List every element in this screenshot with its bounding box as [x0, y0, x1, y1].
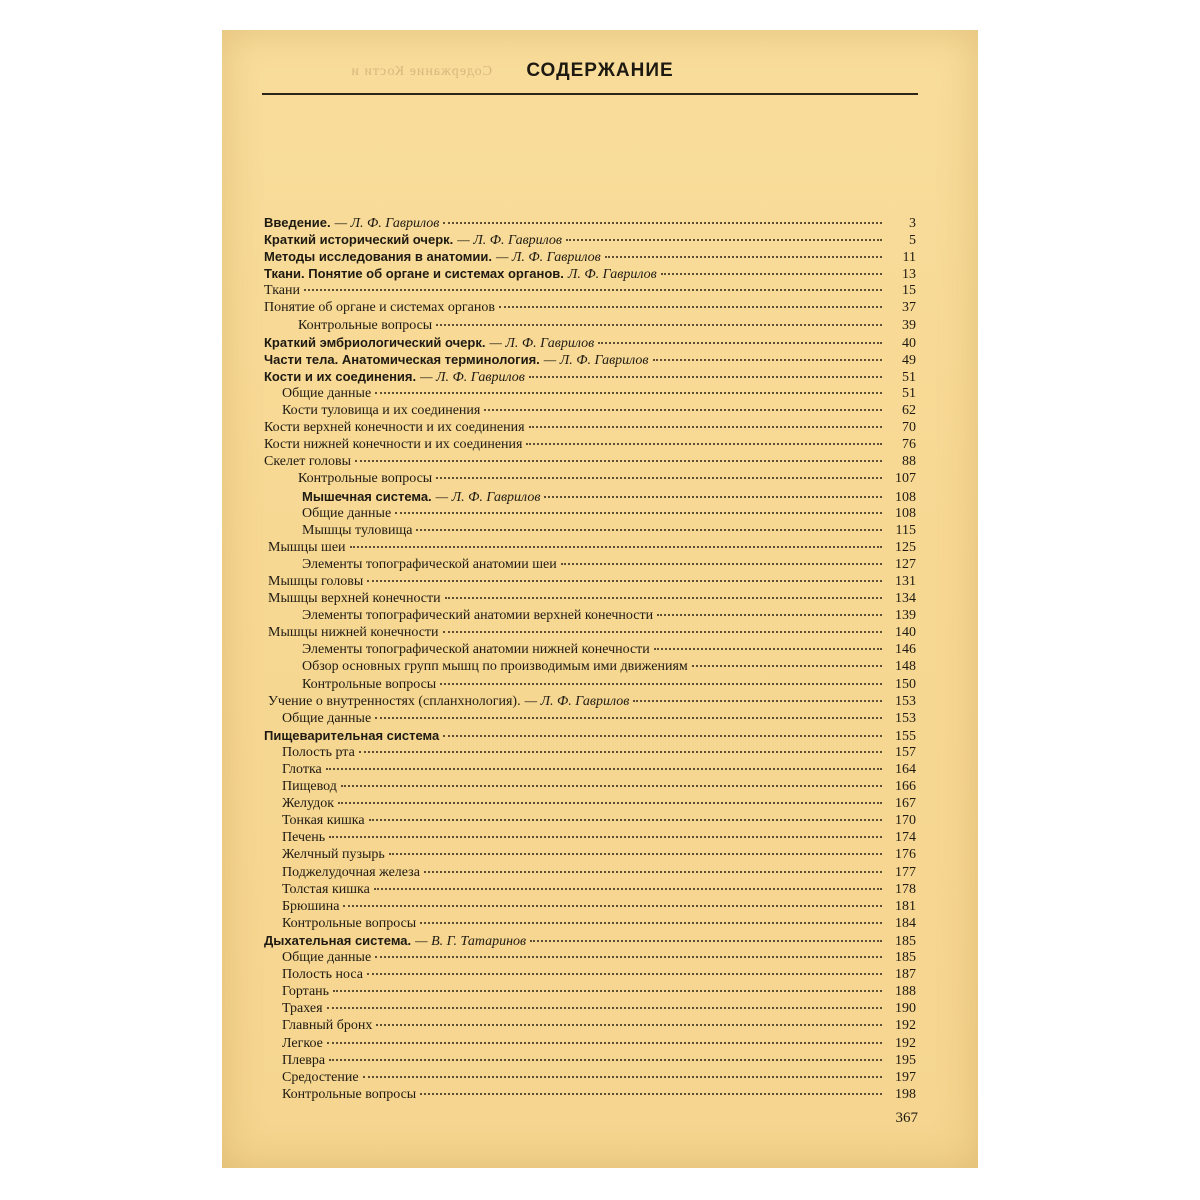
dot-leader [420, 918, 882, 924]
toc-entry-page: 155 [895, 728, 916, 744]
toc-entry-title-text: Ткани. Понятие об органе и системах органов. [264, 266, 564, 282]
toc-entry-page: 88 [902, 454, 916, 470]
toc-entry-page: 62 [902, 403, 916, 419]
toc-entry [264, 265, 916, 282]
toc-entry-page: 140 [895, 625, 916, 641]
toc-entry-title [282, 1069, 359, 1086]
dot-leader [329, 1055, 882, 1061]
toc-entry-title [264, 932, 526, 950]
toc-entry-title [302, 522, 412, 539]
toc-entry-title [302, 488, 540, 506]
toc-entry-title-text: Мышцы шеи [268, 539, 346, 555]
toc-entry [264, 1086, 916, 1103]
toc-entry-title-text: Тонкая кишка [282, 813, 365, 829]
toc-entry-title-text: Ткани [264, 283, 300, 299]
toc-entry-title [264, 351, 649, 369]
toc-entry-title-text: Скелет головы [264, 454, 352, 470]
dot-leader [369, 815, 882, 821]
table-of-contents [264, 214, 916, 1103]
toc-entry [264, 282, 916, 299]
toc-entry-author: — Л. Ф. Гаврилов [495, 250, 601, 266]
dot-leader [561, 559, 882, 565]
toc-entry-title-text: Плевра [282, 1052, 326, 1068]
toc-entry-author: — Л. Ф. Гаврилов [334, 216, 440, 231]
toc-entry [264, 881, 916, 898]
toc-entry-page: 178 [895, 881, 916, 897]
toc-entry-title [282, 846, 385, 863]
toc-entry [264, 727, 916, 744]
toc-entry [264, 898, 916, 915]
toc-entry-page: 39 [902, 317, 916, 333]
toc-entry-author: — В. Г. Татаринов [415, 933, 527, 949]
toc-entry-title [268, 573, 363, 590]
toc-entry-page: 198 [895, 1086, 916, 1102]
dot-leader [529, 422, 882, 428]
toc-entry-title [264, 231, 562, 249]
toc-entry-title-text: Части тела. Анатомическая терминология. [264, 351, 540, 367]
toc-entry-page: 197 [895, 1069, 916, 1085]
dot-leader [633, 696, 882, 702]
title-rule [262, 93, 918, 95]
toc-entry-page: 181 [895, 898, 916, 914]
dot-leader [440, 679, 882, 685]
dot-leader [526, 439, 882, 445]
toc-entry-title [264, 299, 495, 316]
toc-entry-page: 176 [895, 847, 916, 863]
toc-entry [264, 214, 916, 231]
toc-entry-title [298, 317, 432, 334]
toc-entry-title [282, 744, 355, 761]
toc-entry [264, 248, 916, 265]
toc-entry [264, 778, 916, 795]
dot-leader [327, 1003, 882, 1009]
toc-entry-title [282, 795, 334, 812]
toc-entry-title-text: Кости нижней конечности и их соединения [264, 437, 523, 453]
toc-entry-title-text: Краткий исторический очерк. [264, 232, 454, 248]
toc-entry [264, 539, 916, 556]
toc-entry-page: 70 [902, 420, 916, 436]
toc-entry-page: 108 [895, 489, 916, 505]
toc-entry-title-text: Брюшина [282, 898, 340, 914]
toc-entry-page: 127 [895, 556, 916, 572]
toc-entry-page: 174 [895, 830, 916, 846]
toc-entry [264, 317, 916, 334]
toc-entry-title [302, 658, 688, 675]
toc-entry-page: 139 [895, 608, 916, 624]
toc-entry-page: 37 [902, 300, 916, 316]
toc-entry-title-text: Контрольные вопросы [298, 317, 433, 333]
toc-entry-title-text: Мышечная система. [302, 488, 432, 504]
toc-entry-title-text: Введение. [264, 215, 331, 230]
dot-leader [343, 901, 882, 907]
toc-entry [264, 658, 916, 675]
toc-entry-title [268, 693, 629, 710]
toc-entry-page: 76 [902, 437, 916, 453]
toc-entry-title [282, 1017, 372, 1034]
toc-entry-page: 164 [895, 762, 916, 777]
dot-leader [304, 285, 882, 291]
toc-entry-page: 49 [902, 352, 916, 368]
toc-entry [264, 846, 916, 863]
toc-entry-page: 125 [895, 539, 916, 555]
toc-entry-title [264, 248, 601, 266]
toc-entry [264, 812, 916, 829]
toc-entry [264, 299, 916, 316]
toc-entry-title [282, 949, 371, 966]
toc-entry [264, 641, 916, 658]
dot-leader [374, 884, 882, 890]
page-number: 367 [895, 1110, 918, 1126]
toc-entry-page: 153 [895, 693, 916, 709]
dot-leader [416, 525, 882, 531]
toc-entry-title [282, 812, 365, 829]
toc-entry-title-text: Элементы топографической анатомии шеи [302, 556, 557, 572]
dot-leader [445, 593, 882, 599]
toc-entry-title-text: Толстая кишка [282, 881, 370, 897]
toc-entry-title [282, 710, 371, 727]
toc-entry-title [268, 590, 441, 607]
toc-entry [264, 351, 916, 368]
toc-entry-title [264, 368, 525, 386]
dot-leader [350, 542, 882, 548]
toc-entry-title [302, 505, 391, 522]
toc-entry [264, 522, 916, 539]
toc-entry-page: 134 [895, 591, 916, 607]
toc-entry-page: 170 [895, 813, 916, 829]
toc-entry-title [264, 334, 594, 352]
toc-entry-author: — Л. Ф. Гаврилов [420, 369, 525, 385]
toc-entry [264, 590, 916, 607]
dot-leader [375, 952, 882, 958]
toc-entry-title [268, 539, 346, 556]
toc-entry-title-text: Общие данные [282, 710, 372, 726]
toc-entry-title-text: Элементы топографической анатомии нижней конечности [302, 642, 650, 658]
toc-entry-title [282, 1000, 323, 1017]
toc-entry-page: 51 [902, 385, 916, 401]
toc-entry-title [264, 282, 300, 299]
toc-entry [264, 505, 916, 522]
toc-entry-title [282, 778, 337, 795]
dot-leader [359, 747, 882, 753]
toc-entry-title-text: Трахея [282, 1001, 323, 1017]
toc-entry-title-text: Поджелудочная железа [282, 864, 420, 880]
toc-entry-title-text: Общие данные [282, 385, 372, 401]
toc-entry [264, 932, 916, 949]
toc-entry-title-text: Глотка [282, 762, 322, 777]
toc-entry-title-text: Желудок [282, 796, 335, 812]
toc-entry-title-text: Контрольные вопросы [298, 471, 433, 487]
dot-leader [367, 576, 882, 582]
toc-entry-title-text: Мышцы туловища [302, 522, 413, 538]
toc-entry-title-text: Общие данные [282, 950, 372, 966]
toc-entry-page: 167 [895, 796, 916, 812]
toc-entry-title [282, 898, 339, 915]
toc-entry-title [282, 864, 420, 881]
toc-entry-title-text: Методы исследования в анатомии. [264, 249, 492, 265]
toc-entry-title-text: Мышцы верхней конечности [268, 591, 441, 607]
toc-entry [264, 385, 916, 402]
page-title: СОДЕРЖАНИЕ [526, 60, 674, 81]
toc-entry [264, 1000, 916, 1017]
toc-entry [264, 334, 916, 351]
toc-entry-title-text: Элементы топографический анатомии верхней конечности [302, 608, 654, 624]
dot-leader [341, 781, 882, 787]
toc-entry-title [282, 881, 370, 898]
dot-leader [484, 405, 882, 411]
dot-leader [692, 661, 882, 667]
toc-entry [264, 676, 916, 693]
toc-entry-page: 40 [902, 335, 916, 351]
toc-entry-title [282, 1052, 325, 1069]
dot-leader [375, 713, 882, 719]
toc-entry-author: — Л. Ф. Гаврилов [435, 489, 541, 505]
toc-entry [264, 761, 916, 778]
toc-entry-title-text: Средостение [282, 1069, 359, 1085]
toc-entry-page: 187 [895, 967, 916, 983]
toc-entry [264, 983, 916, 1000]
toc-entry [264, 1035, 916, 1052]
toc-entry-title [264, 419, 525, 436]
toc-entry [264, 470, 916, 487]
toc-entry-page: 195 [895, 1052, 916, 1068]
bleed-through-text: Содержание Кости и [350, 64, 492, 79]
toc-entry-page: 188 [895, 984, 916, 1000]
toc-entry-author: Л. Ф. Гаврилов [567, 267, 657, 283]
toc-entry [264, 488, 916, 505]
book-page [222, 30, 978, 1168]
toc-entry-title [264, 214, 439, 232]
dot-leader [389, 849, 882, 855]
toc-entry-page: 190 [895, 1001, 916, 1017]
dot-leader [544, 492, 882, 498]
toc-entry-page: 148 [895, 659, 916, 675]
toc-entry-author: — Л. Ф. Гаврилов [524, 693, 630, 709]
toc-entry [264, 402, 916, 419]
dot-leader [367, 969, 882, 975]
toc-entry-page: 185 [895, 933, 916, 949]
toc-entry-title-text: Кости верхней конечности и их соединения [264, 420, 525, 436]
toc-entry-title-text: Кости и их соединения. [264, 368, 417, 384]
toc-entry-title-text: Главный бронх [282, 1018, 373, 1034]
toc-entry [264, 231, 916, 248]
toc-entry-title-text: Легкое [282, 1035, 323, 1051]
toc-entry-page: 51 [902, 369, 916, 385]
toc-entry-title-text: Гортань [282, 984, 330, 1000]
toc-entry-title-text: Контрольные вопросы [282, 915, 417, 931]
dot-leader [436, 473, 882, 479]
toc-entry-page: 5 [909, 233, 916, 249]
toc-entry [264, 607, 916, 624]
toc-entry [264, 368, 916, 385]
toc-entry [264, 915, 916, 932]
dot-leader [653, 355, 883, 361]
dot-leader [420, 1089, 882, 1095]
toc-entry [264, 573, 916, 590]
toc-entry-page: 108 [895, 505, 916, 521]
toc-entry [264, 864, 916, 881]
toc-entry-page: 3 [909, 216, 916, 231]
toc-entry [264, 556, 916, 573]
toc-entry [264, 829, 916, 846]
dot-leader [376, 1020, 882, 1026]
toc-entry [264, 624, 916, 641]
toc-entry-page: 184 [895, 915, 916, 931]
toc-entry [264, 1069, 916, 1086]
toc-entry-page: 192 [895, 1018, 916, 1034]
dot-leader [375, 388, 882, 394]
toc-entry-title-text: Мышцы головы [268, 573, 364, 589]
toc-entry-page: 115 [895, 522, 916, 538]
toc-entry [264, 453, 916, 470]
dot-leader [605, 252, 882, 258]
dot-leader [598, 338, 882, 344]
toc-entry-title [268, 624, 439, 641]
toc-entry-page: 146 [895, 642, 916, 658]
toc-entry-title-text: Понятие об органе и системах органов [264, 300, 495, 316]
toc-entry-page: 13 [902, 267, 916, 283]
toc-entry-title [282, 915, 416, 932]
toc-entry-page: 15 [902, 283, 916, 299]
toc-entry-title-text: Дыхательная система. [264, 932, 412, 948]
toc-entry-title-text: Мышцы нижней конечности [268, 625, 439, 641]
toc-entry [264, 1052, 916, 1069]
dot-leader [499, 302, 882, 308]
toc-entry-title-text: Полость рта [282, 744, 355, 760]
toc-entry-title-text: Контрольные вопросы [302, 676, 437, 692]
toc-entry-page: 107 [895, 471, 916, 487]
dot-leader [443, 218, 882, 224]
toc-entry-title [282, 402, 480, 419]
toc-entry-author: — Л. Ф. Гаврилов [543, 352, 649, 368]
toc-entry-title [264, 436, 522, 453]
toc-entry-page: 192 [895, 1035, 916, 1051]
toc-entry [264, 795, 916, 812]
toc-entry-title [282, 983, 329, 1000]
toc-entry-title [264, 727, 439, 744]
toc-entry-page: 157 [895, 744, 916, 760]
toc-entry-page: 150 [895, 676, 916, 692]
dot-leader [327, 1038, 882, 1044]
toc-entry-title-text: Желчный пузырь [282, 847, 385, 863]
toc-entry [264, 436, 916, 453]
toc-entry-title [264, 265, 657, 283]
dot-leader [424, 867, 882, 873]
toc-entry-title-text: Полость носа [282, 967, 363, 983]
toc-entry-page: 185 [895, 950, 916, 966]
dot-leader [329, 832, 882, 838]
toc-entry-title-text: Печень [282, 830, 326, 846]
dot-leader [443, 731, 882, 737]
toc-entry-title-text: Пищевод [282, 779, 337, 795]
toc-entry-title-text: Учение о внутренностях (спланхнология). [268, 693, 521, 709]
toc-entry-title [302, 676, 436, 693]
toc-entry-title [282, 829, 325, 846]
toc-entry-author: — Л. Ф. Гаврилов [489, 335, 595, 351]
toc-entry-title-text: Общие данные [302, 505, 392, 521]
dot-leader [530, 936, 882, 942]
toc-entry [264, 949, 916, 966]
dot-leader [657, 610, 882, 616]
toc-entry [264, 419, 916, 436]
toc-entry [264, 966, 916, 983]
dot-leader [566, 235, 882, 241]
toc-entry-title [302, 556, 557, 573]
toc-entry-title-text: Обзор основных групп мышц по производимым ими движениям [302, 659, 688, 675]
toc-entry-title [302, 607, 653, 624]
toc-entry-page: 153 [895, 710, 916, 726]
dot-leader [333, 986, 882, 992]
toc-entry-title [282, 966, 363, 983]
dot-leader [395, 508, 882, 514]
toc-entry-page: 11 [902, 250, 916, 266]
dot-leader [654, 644, 882, 650]
dot-leader [661, 269, 882, 275]
toc-entry-title-text: Контрольные вопросы [282, 1086, 417, 1102]
dot-leader [436, 320, 882, 326]
toc-entry [264, 744, 916, 761]
toc-entry-title [302, 641, 650, 658]
toc-entry [264, 693, 916, 710]
dot-leader [355, 456, 882, 462]
toc-entry-author: — Л. Ф. Гаврилов [457, 233, 562, 249]
dot-leader [326, 764, 882, 770]
toc-entry-title [282, 385, 371, 402]
toc-entry-title [282, 761, 322, 778]
toc-entry-page: 131 [895, 573, 916, 589]
dot-leader [443, 627, 882, 633]
toc-entry-title [282, 1086, 416, 1103]
toc-entry-title [282, 1035, 323, 1052]
toc-entry-title-text: Пищеварительная система [264, 727, 440, 743]
toc-entry-page: 177 [895, 864, 916, 880]
toc-entry-title [298, 470, 432, 487]
dot-leader [338, 798, 882, 804]
toc-entry-title [264, 453, 351, 470]
toc-entry-title-text: Кости туловища и их соединения [282, 403, 481, 419]
toc-entry-title-text: Краткий эмбриологический очерк. [264, 334, 486, 350]
toc-entry-page: 166 [895, 779, 916, 795]
dot-leader [363, 1072, 882, 1078]
toc-entry [264, 1017, 916, 1034]
dot-leader [529, 372, 882, 378]
toc-entry [264, 710, 916, 727]
